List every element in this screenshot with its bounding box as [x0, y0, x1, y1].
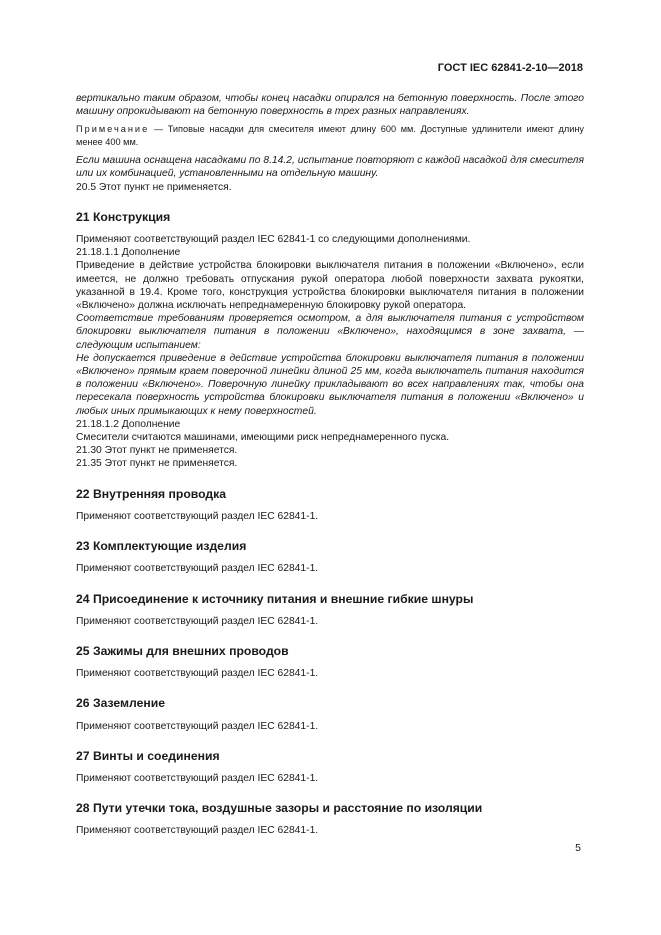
- document-body: [76, 92, 584, 838]
- section-title-21: 21 Конструкция: [76, 209, 171, 224]
- section-27-text: Применяют соответствующий раздел IEC 62841-1.: [76, 772, 319, 784]
- section-22-text: Применяют соответствующий раздел IEC 62841-1.: [76, 510, 319, 522]
- section-title-25: 25 Зажимы для внешних проводов: [76, 643, 289, 658]
- section-title-26: 26 Заземление: [76, 696, 166, 711]
- section-24-text: Применяют соответствующий раздел IEC 62841-1.: [76, 615, 319, 627]
- note-label: Примечание: [76, 124, 150, 135]
- clause-21-18-1-2: 21.18.1.2 Дополнение: [76, 418, 181, 430]
- compliance-check: Соответствие требованиям проверяется осмотром, а для выключателя питания с устройством блокировки выключателя питания в положении «Включено», находящимся в зоне захвата, — следующим испытанием:: [76, 313, 584, 351]
- page-number: 5: [575, 842, 581, 854]
- document-header: ГОСТ IEC 62841-2-10—2018: [437, 62, 583, 74]
- section-26-text: Применяют соответствующий раздел IEC 62841-1.: [76, 720, 319, 732]
- section-23-text: Применяют соответствующий раздел IEC 62841-1.: [76, 563, 319, 575]
- section-title-27: 27 Винты и соединения: [76, 748, 220, 763]
- clause-21-18-1-1-text: Приведение в действие устройства блокировки выключателя питания в положении «Включено», если имеется, не должно требовать отпускания рукой оператора любой поверхности захвата рукоятки, указанной в 19.4. Кроме того, конструкция устройства блокировки выключателя питания в положении «Включено» должна исключать непреднамеренную блокировку рукой оператора.: [76, 260, 584, 312]
- note: [76, 123, 584, 148]
- section-title-22: 22 Внутренняя проводка: [76, 486, 227, 501]
- section-21-text: Применяют соответствующий раздел IEC 62841-1 со следующими дополнениями.: [76, 234, 471, 246]
- section-title-28: 28 Пути утечки тока, воздушные зазоры и расстояние по изоляции: [76, 801, 483, 816]
- note-text: — Типовые насадки для смесителя имеют длину 600 мм. Доступные удлинители имеют длину менее 400 мм.: [76, 124, 584, 147]
- intro-paragraph: вертикально таким образом, чтобы конец насадки опирался на бетонную поверхность. После этого машину опрокидывают на бетонную поверхность в трех разных направлениях.: [76, 93, 584, 118]
- clause-20-5: 20.5 Этот пункт не применяется.: [76, 181, 232, 193]
- clause-21-18-1-1: 21.18.1.1 Дополнение: [76, 247, 181, 259]
- section-title-23: 23 Комплектующие изделия: [76, 539, 247, 554]
- section-25-text: Применяют соответствующий раздел IEC 62841-1.: [76, 668, 319, 680]
- section-28-text: Применяют соответствующий раздел IEC 62841-1.: [76, 825, 319, 837]
- section-title-24: 24 Присоединение к источнику питания и внешние гибкие шнуры: [76, 591, 474, 606]
- test-description: Не допускается приведение в действие устройства блокировки выключателя питания в положении «Включено» прямым краем поверочной линейки длиной 25 мм, когда выключатель питания находится в положении «Включено». Поверочную линейку прикладывают во всех направлениях так, чтобы она пересекала поверхность устройства блокировки выключателя питания в положении «Включено» и любых иных примыкающих к нему поверхностей.: [76, 352, 584, 417]
- clause-21-35: 21.35 Этот пункт не применяется.: [76, 458, 238, 470]
- clause-21-18-1-2-text: Смесители считаются машинами, имеющими риск непреднамеренного пуска.: [76, 432, 450, 444]
- clause-21-30: 21.30 Этот пункт не применяется.: [76, 445, 238, 457]
- intro-paragraph-2: Если машина оснащена насадками по 8.14.2, испытание повторяют с каждой насадкой для смесителя или их комбинацией, установленными на отдельную машину.: [76, 155, 584, 180]
